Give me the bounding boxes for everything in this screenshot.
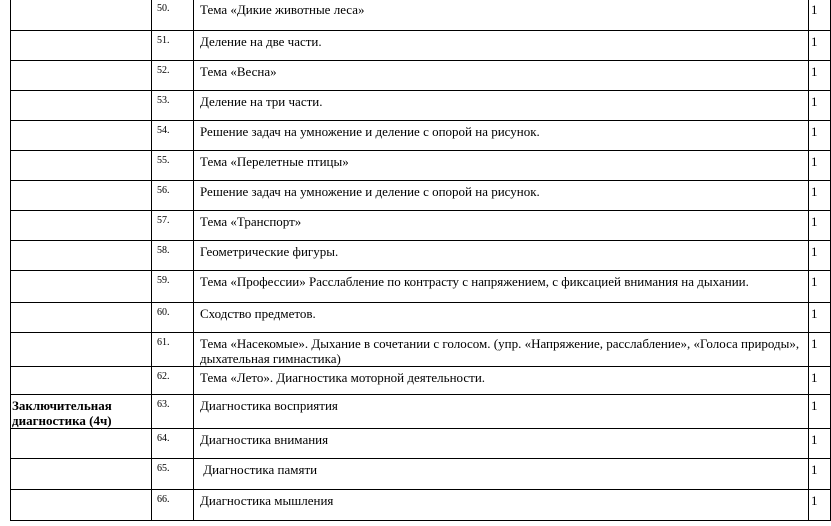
table-row bbox=[11, 367, 831, 395]
lesson-topic: Тема «Транспорт» bbox=[194, 211, 809, 241]
lesson-topic: Тема «Профессии» Расслабление по контрасту с напряжением, с фиксацией внимания на дыхании. bbox=[194, 271, 809, 303]
lesson-topic: Решение задач на умножение и деление с опорой на рисунок. bbox=[194, 181, 809, 211]
table-row bbox=[11, 271, 831, 303]
table-row bbox=[11, 61, 831, 91]
lesson-hours: 1 bbox=[809, 181, 831, 211]
lesson-hours: 1 bbox=[809, 459, 831, 490]
table-row bbox=[11, 0, 831, 31]
section-cell bbox=[11, 181, 152, 211]
lesson-number: 56. bbox=[152, 181, 194, 211]
lesson-hours: 1 bbox=[809, 395, 831, 429]
lesson-topic: Тема «Весна» bbox=[194, 61, 809, 91]
lesson-number: 62. bbox=[152, 367, 194, 395]
section-cell bbox=[11, 490, 152, 521]
lesson-hours: 1 bbox=[809, 333, 831, 367]
lesson-hours: 1 bbox=[809, 429, 831, 459]
lesson-topic: Решение задач на умножение и деление с опорой на рисунок. bbox=[194, 121, 809, 151]
lesson-number: 52. bbox=[152, 61, 194, 91]
lesson-topic: Тема «Дикие животные леса» bbox=[194, 0, 809, 31]
section-cell bbox=[11, 61, 152, 91]
lesson-number: 51. bbox=[152, 31, 194, 61]
lesson-number: 50. bbox=[152, 0, 194, 31]
lesson-number: 59. bbox=[152, 271, 194, 303]
section-cell bbox=[11, 271, 152, 303]
table-row bbox=[11, 333, 831, 367]
lesson-number: 63. bbox=[152, 395, 194, 429]
section-cell bbox=[11, 91, 152, 121]
table-row bbox=[11, 395, 831, 429]
table-row bbox=[11, 31, 831, 61]
lesson-number: 61. bbox=[152, 333, 194, 367]
lesson-number: 53. bbox=[152, 91, 194, 121]
section-cell bbox=[11, 211, 152, 241]
table-row bbox=[11, 429, 831, 459]
lesson-hours: 1 bbox=[809, 271, 831, 303]
table-row bbox=[11, 151, 831, 181]
lesson-topic: Тема «Перелетные птицы» bbox=[194, 151, 809, 181]
lesson-hours: 1 bbox=[809, 61, 831, 91]
table-row bbox=[11, 490, 831, 521]
section-cell bbox=[11, 429, 152, 459]
lesson-number: 54. bbox=[152, 121, 194, 151]
table-row bbox=[11, 241, 831, 271]
lesson-topic: Деление на две части. bbox=[194, 31, 809, 61]
lesson-topic: Диагностика мышления bbox=[194, 490, 809, 521]
section-cell bbox=[11, 367, 152, 395]
lesson-topic: Диагностика восприятия bbox=[194, 395, 809, 429]
lesson-hours: 1 bbox=[809, 121, 831, 151]
table-row bbox=[11, 181, 831, 211]
lesson-number: 55. bbox=[152, 151, 194, 181]
section-cell bbox=[11, 333, 152, 367]
lesson-number: 57. bbox=[152, 211, 194, 241]
lesson-number: 58. bbox=[152, 241, 194, 271]
lesson-hours: 1 bbox=[809, 151, 831, 181]
lesson-number: 64. bbox=[152, 429, 194, 459]
lesson-topic: Сходство предметов. bbox=[194, 303, 809, 333]
table-row bbox=[11, 211, 831, 241]
lesson-hours: 1 bbox=[809, 241, 831, 271]
section-cell bbox=[11, 241, 152, 271]
lesson-hours: 1 bbox=[809, 367, 831, 395]
lesson-plan-table bbox=[10, 0, 831, 521]
section-cell bbox=[11, 151, 152, 181]
section-cell bbox=[11, 31, 152, 61]
table-row bbox=[11, 121, 831, 151]
lesson-number: 60. bbox=[152, 303, 194, 333]
lesson-number: 66. bbox=[152, 490, 194, 521]
table-row bbox=[11, 459, 831, 490]
section-title-final-diagnostics: Заключительная диагностика (4ч) bbox=[11, 395, 152, 429]
lesson-hours: 1 bbox=[809, 31, 831, 61]
lesson-hours: 1 bbox=[809, 211, 831, 241]
lesson-topic: Деление на три части. bbox=[194, 91, 809, 121]
lesson-topic: Тема «Лето». Диагностика моторной деятельности. bbox=[194, 367, 809, 395]
section-cell bbox=[11, 459, 152, 490]
lesson-hours: 1 bbox=[809, 0, 831, 31]
lesson-topic: Диагностика внимания bbox=[194, 429, 809, 459]
lesson-topic: Геометрические фигуры. bbox=[194, 241, 809, 271]
section-cell bbox=[11, 121, 152, 151]
lesson-hours: 1 bbox=[809, 91, 831, 121]
lesson-hours: 1 bbox=[809, 490, 831, 521]
table-row bbox=[11, 91, 831, 121]
lesson-number: 65. bbox=[152, 459, 194, 490]
table-row bbox=[11, 303, 831, 333]
section-cell bbox=[11, 0, 152, 31]
lesson-topic: Тема «Насекомые». Дыхание в сочетании с голосом. (упр. «Напряжение, расслабление», «Голоса природы», дыхательная гимнастика) bbox=[194, 333, 809, 367]
lesson-hours: 1 bbox=[809, 303, 831, 333]
lesson-topic: Диагностика памяти bbox=[194, 459, 809, 490]
section-cell bbox=[11, 303, 152, 333]
